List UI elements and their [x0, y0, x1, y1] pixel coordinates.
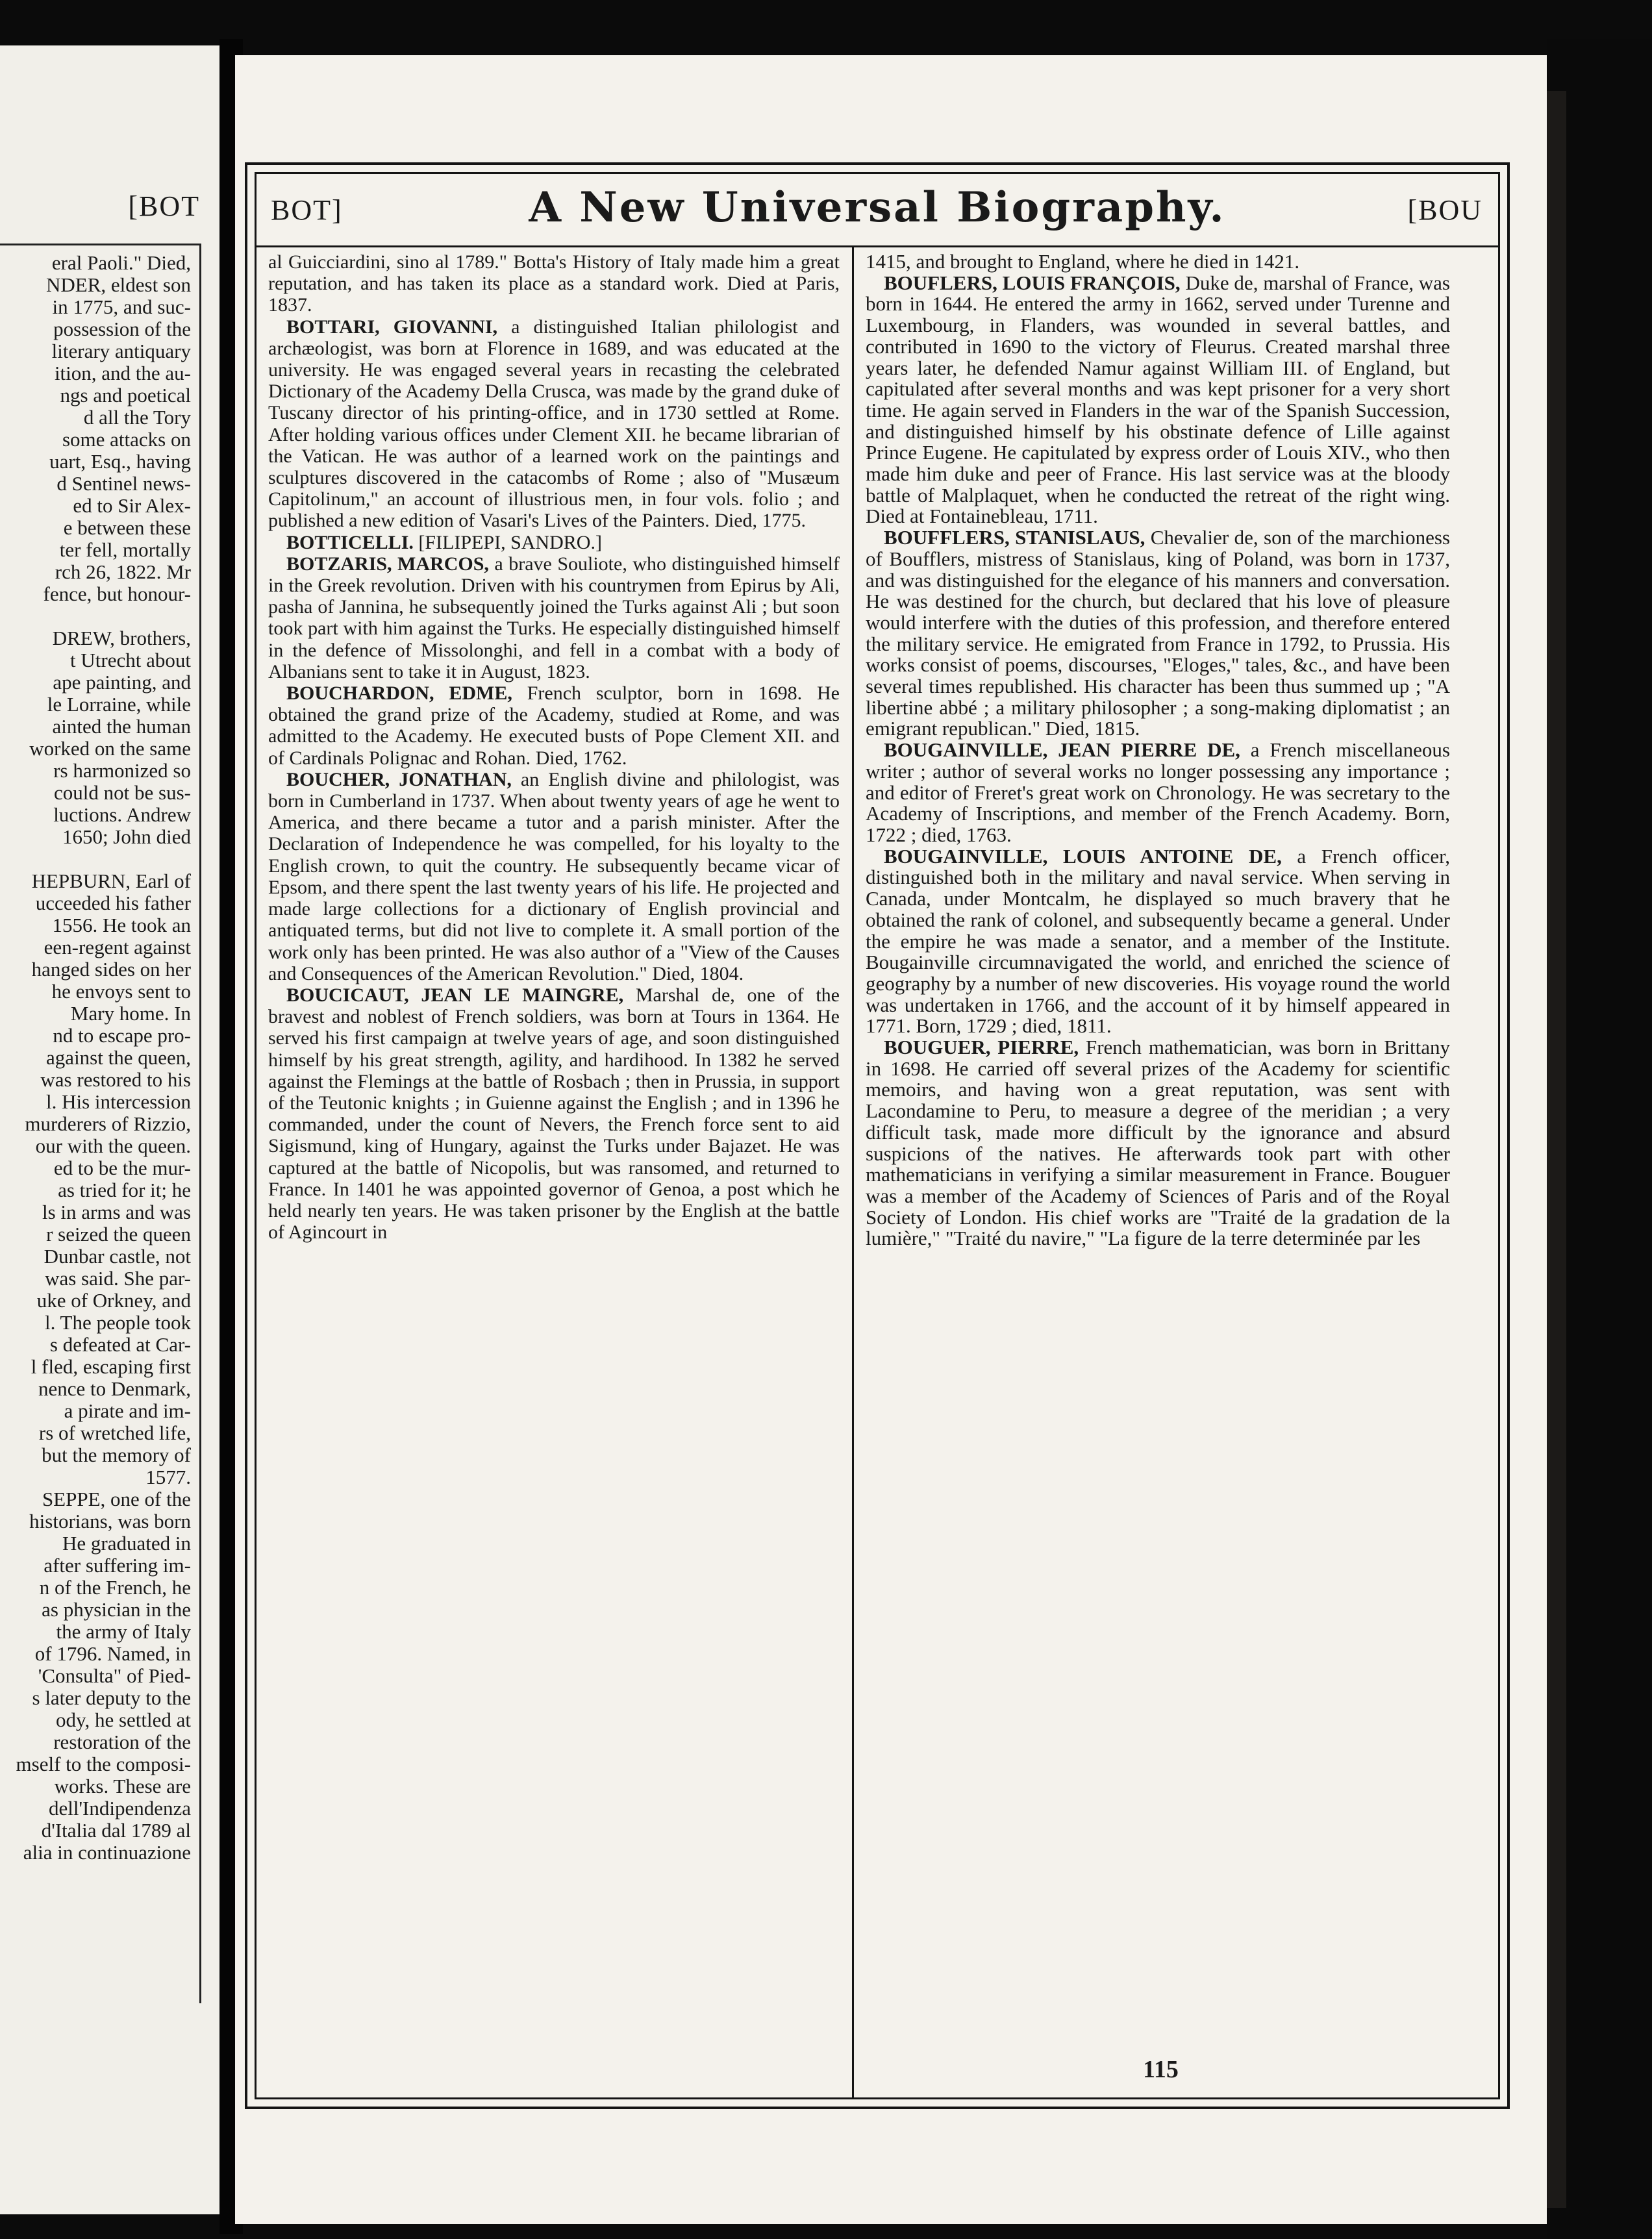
left-page-line: was restored to his: [40, 1068, 191, 1091]
left-page-line: een-regent against: [44, 936, 191, 958]
left-page-line: ngs and poetical: [60, 384, 191, 407]
left-page-line: s later deputy to the: [32, 1686, 191, 1709]
left-page-line: in 1775, and suc-: [52, 295, 191, 318]
left-page-line: alia in continuazione: [23, 1841, 191, 1864]
biography-entry: [268, 316, 840, 532]
column-divider: [852, 247, 854, 2097]
entry-name: BOTZARIS, MARCOS,: [286, 553, 489, 575]
entry-name: BOUGUER, PIERRE,: [884, 1036, 1079, 1059]
left-page-line: l. His intercession: [46, 1090, 191, 1113]
biography-entry: [866, 846, 1450, 1037]
biography-entry: [268, 251, 840, 316]
left-page-line: works. These are: [54, 1775, 191, 1797]
entry-text: al Guicciardini, sino al 1789." Botta's History of Italy made him a great reputation, and has taken its place as a standard work. Died at Paris, 1837.: [268, 251, 840, 316]
biography-entry: [268, 553, 840, 682]
left-page-line: ody, he settled at: [55, 1708, 191, 1731]
left-page-line: but the memory of: [42, 1444, 191, 1466]
page-frame: [245, 162, 1510, 2109]
left-page-header-rule: [0, 244, 200, 245]
entry-text: a brave Souliote, who distinguished himself in the Greek revolution. Driven with his countrymen from Epirus by Ali, pasha of Jannina, he subsequently joined the Turks against Ali ; but soon took part with him against the Turks. He especially distinguished himself in the defence of Missolonghi, and fell in a combat with a body of Albanians sent to take it in August, 1823.: [268, 553, 840, 682]
left-page-line: ition, and the au-: [54, 362, 191, 384]
biography-entry: [866, 740, 1450, 846]
left-page-line: uart, Esq., having: [49, 450, 191, 473]
left-page-line: restoration of the: [53, 1731, 191, 1753]
left-page-line: literary antiquary: [51, 340, 191, 362]
left-page-line: d'Italia dal 1789 al: [41, 1819, 191, 1842]
biography-entry: [866, 527, 1450, 740]
left-page-line: 1650; John died: [62, 825, 191, 848]
header-left-catchword: BOT]: [271, 194, 343, 226]
left-page-line: Dunbar castle, not: [44, 1245, 191, 1268]
left-page-line: ucceeded his father: [35, 892, 191, 914]
left-page-line: luctions. Andrew: [53, 803, 191, 826]
left-page-line: he envoys sent to: [51, 980, 191, 1003]
left-page-line: ainted the human: [52, 715, 191, 738]
left-page-line: d Sentinel news-: [56, 472, 191, 495]
left-page-line: ter fell, mortally: [59, 538, 191, 561]
page-frame-inner: [255, 172, 1500, 2099]
left-page-line: Mary home. In: [70, 1002, 191, 1025]
left-page-line: as physician in the: [42, 1598, 191, 1621]
left-page-line: r seized the queen: [46, 1223, 191, 1245]
entry-text: French mathematician, was born in Brittany in 1698. He carried off several prizes of the Academy for scientific memoirs, and having won a great reputation, was sent with Lacondamine to Peru, to measure a degree of the meridian ; a very difficult task, made more difficult by the ignorance and absurd suspicions of the natives. He afterwards took part with other mathematicians in verifying a similar measurement in France. Bouguer was a member of the Academy of Sciences of Paris and of the Royal Society of London. His chief works are "Traité de la gradation de la lumière," "Traité du navire," "La figure de la terre determinée par les: [866, 1036, 1450, 1250]
biography-entry: [866, 273, 1450, 527]
left-page-line: eral Paoli." Died,: [51, 251, 191, 274]
book-page: [235, 55, 1547, 2224]
entry-text: [FILIPEPI, SANDRO.]: [413, 531, 602, 553]
left-page-line: ape painting, and: [53, 671, 191, 694]
page-number: 115: [1143, 2056, 1179, 2083]
left-page-line: NDER, eldest son: [45, 273, 191, 296]
left-page-line: as tried for it; he: [58, 1179, 191, 1201]
left-page-line: e between these: [63, 516, 191, 539]
entry-name: BOUGAINVILLE, JEAN PIERRE DE,: [884, 738, 1240, 762]
book-edge: [1547, 39, 1652, 2239]
entry-text: an English divine and philologist, was born in Cumberland in 1737. When about twenty years of age he went to America, and there became a tutor and a parish minister. After the Declaration of Independence he was compelled, for his loyalty to the English crown, to quit the country. He subsequently became vicar of Epsom, and there spent the last twenty years of his life. He projected and made large collections for a dictionary of English provincial and antiquated terms, but did not live to complete it. A small portion of the work only has been printed. He was also author of a "View of the Causes and Consequences of the American Revolution." Died, 1804.: [268, 768, 840, 984]
left-page-line: n of the French, he: [39, 1576, 191, 1599]
entry-name: BOTTICELLI.: [286, 531, 414, 553]
running-header: [257, 174, 1498, 247]
left-page-line: HEPBURN, Earl of: [31, 869, 191, 892]
left-page-line: He graduated in: [62, 1532, 191, 1555]
entry-text: French sculptor, born in 1698. He obtained the grand prize of the Academy, studied at Rome, and was admitted to the Academy. He executed busts of Pope Clement XII. and of Cardinals Polignac and Rohan. Died, 1762.: [268, 682, 840, 769]
left-page-line: fence, but honour-: [43, 582, 191, 605]
left-page-line: uke of Orkney, and: [36, 1289, 191, 1312]
left-page-line: a pirate and im-: [64, 1399, 191, 1422]
left-page-line: 1556. He took an: [52, 914, 191, 936]
left-page-line: l fled, escaping first: [31, 1355, 191, 1378]
left-page-line: d all the Tory: [83, 406, 191, 429]
left-page-line: ls in arms and was: [42, 1201, 191, 1223]
left-page-line: against the queen,: [46, 1046, 191, 1069]
left-page-line: worked on the same: [29, 737, 191, 760]
left-page-line: after suffering im-: [44, 1554, 191, 1577]
left-page-line: dell'Indipendenza: [48, 1797, 191, 1820]
left-page-line: t Utrecht about: [70, 649, 191, 671]
left-page-line: DREW, brothers,: [52, 627, 191, 649]
left-page-line: rch 26, 1822. Mr: [55, 560, 191, 583]
entry-name: BOUCHER, JONATHAN,: [286, 768, 512, 790]
left-page-line: rs harmonized so: [53, 759, 191, 782]
left-page-header: [BOT: [128, 190, 200, 222]
left-page-line: ed to be the mur-: [53, 1157, 191, 1179]
entry-text: Chevalier de, son of the marchioness of Boufflers, mistress of Stanislaus, king of Poland, was born in 1737, and was distinguished for the elegance of his manners and conversation. He was destined for the church, but declared that his love of pleasure would interfere with the duties of this profession, and therefore entered the military service. He emigrated from France in 1792, to Prussia. His works consist of poems, discourses, "Eloges," tales, &c., and have been several times republished. His character has been thus summed up ; "A libertine abbé ; a military philosopher ; a song-making diplomatist ; an emigrant republican." Died, 1815.: [866, 526, 1450, 740]
left-page-line: nd to escape pro-: [53, 1024, 191, 1047]
entry-name: BOUCHARDON, EDME,: [286, 682, 512, 705]
left-page-line: [0, 605, 191, 627]
entry-text: a French officer, distinguished both in the military and naval service. When serving in Canada, under Montcalm, he displayed so much bravery that he obtained the rank of colonel, and subsequently became a general. Under the empire he was made a senator, and a member of the Institute. Bougainville circumnavigated the world, and enriched the science of geography by a number of new discoveries. His voyage round the world was undertaken in 1766, and the account of it by himself appeared in 1771. Born, 1729 ; died, 1811.: [866, 844, 1450, 1038]
biography-entry: [866, 251, 1450, 273]
entry-name: BOUGAINVILLE, LOUIS ANTOINE DE,: [884, 844, 1282, 868]
entry-text: a distinguished Italian philologist and archæologist, was born at Florence in 1689, and was educated at the university. He was engaged several years in recasting the celebrated Dictionary of the Academy Della Crusca, was made by the grand duke of Tuscany director of his printing-office, and in 1730 settled at Rome. After holding various offices under Clement XII. he became librarian of the Vatican. He was author of a learned work on the paintings and sculptures discovered in the catacombs of Rome ; also of "Musæum Capitolinum," an account of illustrious men, in four vols. folio ; and published a new edition of Vasari's Lives of the Painters. Died, 1775.: [268, 316, 840, 532]
entry-text: a French miscellaneous writer ; author of several works no longer possessing any importance ; and editor of Freret's great work on Chronology. He was secretary to the Academy of Inscriptions, and member of the French Academy. Born, 1722 ; died, 1763.: [866, 738, 1450, 846]
left-page-line: 1577.: [145, 1466, 191, 1488]
biography-entry: [268, 769, 840, 984]
left-page-line: 'Consulta" of Pied-: [38, 1664, 191, 1687]
entry-text: Marshal de, one of the bravest and noblest of French soldiers, was born at Tours in 1364. He served his first campaign at twelve years of age, and soon distinguished himself by his great strength, agility, and hardihood. In 1382 he served against the Flemings at the battle of Rosbach ; then in Prussia, in support of the Teutonic knights ; in Guienne against the English ; and in 1396 he commanded, under the count of Nevers, the French force sent to aid Sigismund, king of Hungary, against the Turks under Bajazet. He was captured at the battle of Nicopolis, but was ransomed, and returned to France. In 1401 he was appointed governor of Genoa, a post which he held nearly ten years. He was taken prisoner by the English at the battle of Agincourt in: [268, 984, 840, 1244]
header-title: A New Universal Biography.: [529, 183, 1226, 232]
left-page-line: was said. She par-: [45, 1267, 191, 1290]
entry-text: Duke de, marshal of France, was born in 1644. He entered the army in 1662, served under Turenne and Luxembourg, in Flanders, was wounded in several battles, and contributed in 1690 to the victory of Fleurus. Created marshal three years later, he defended Namur against William III. of England, but capitulated after several months and was kept prisoner for a very short time. He again served in Flanders in the war of the Spanish Succession, and distinguished himself by his obstinate defence of Lille against Prince Eugene. He capitulated by express order of Louis XIV., who then made him duke and peer of France. His last service was at the bloody battle of Malplaquet, when he conducted the retreat of the right wing. Died at Fontainebleau, 1711.: [866, 271, 1450, 528]
column-right: [866, 251, 1450, 1249]
entry-name: BOUCICAUT, JEAN LE MAINGRE,: [286, 984, 624, 1006]
left-page-line: mself to the composi-: [16, 1753, 191, 1775]
left-page-line: le Lorraine, while: [47, 693, 191, 716]
left-page-fragment: [0, 45, 219, 2214]
left-page-line: some attacks on: [62, 428, 191, 451]
page-edges: [1547, 91, 1566, 2208]
left-page-line: the army of Italy: [56, 1620, 191, 1643]
entry-text: 1415, and brought to England, where he died in 1421.: [866, 250, 1300, 273]
left-page-line: l. The people took: [45, 1311, 191, 1334]
biography-entry: [268, 682, 840, 769]
left-page-line: historians, was born: [29, 1510, 191, 1532]
left-page-line: hanged sides on her: [31, 958, 191, 981]
left-page-line: ed to Sir Alex-: [73, 494, 191, 517]
left-page-line: SEPPE, one of the: [42, 1488, 191, 1510]
left-page-line: our with the queen.: [35, 1134, 191, 1157]
entry-name: BOTTARI, GIOVANNI,: [286, 316, 498, 338]
text-columns: [257, 247, 1498, 2097]
left-page-line: murderers of Rizzio,: [25, 1112, 191, 1135]
column-left: [268, 251, 840, 1243]
left-page-text: [0, 252, 191, 1864]
left-page-frame-rule: [199, 244, 201, 2003]
left-page-line: s defeated at Car-: [49, 1333, 191, 1356]
left-page-line: rs of wretched life,: [38, 1421, 191, 1444]
entry-name: BOUFFLERS, STANISLAUS,: [884, 526, 1145, 549]
header-right-catchword: [BOU: [1407, 194, 1483, 226]
left-page-line: possession of the: [53, 318, 191, 340]
biography-entry: [268, 984, 840, 1243]
entry-name: BOUFLERS, LOUIS FRANÇOIS,: [884, 271, 1181, 294]
left-page-line: nence to Denmark,: [38, 1377, 191, 1400]
left-page-line: [0, 848, 191, 870]
left-page-line: could not be sus-: [54, 781, 191, 804]
biography-entry: [866, 1037, 1450, 1249]
left-page-line: of 1796. Named, in: [34, 1642, 191, 1665]
biography-entry: [268, 532, 840, 553]
